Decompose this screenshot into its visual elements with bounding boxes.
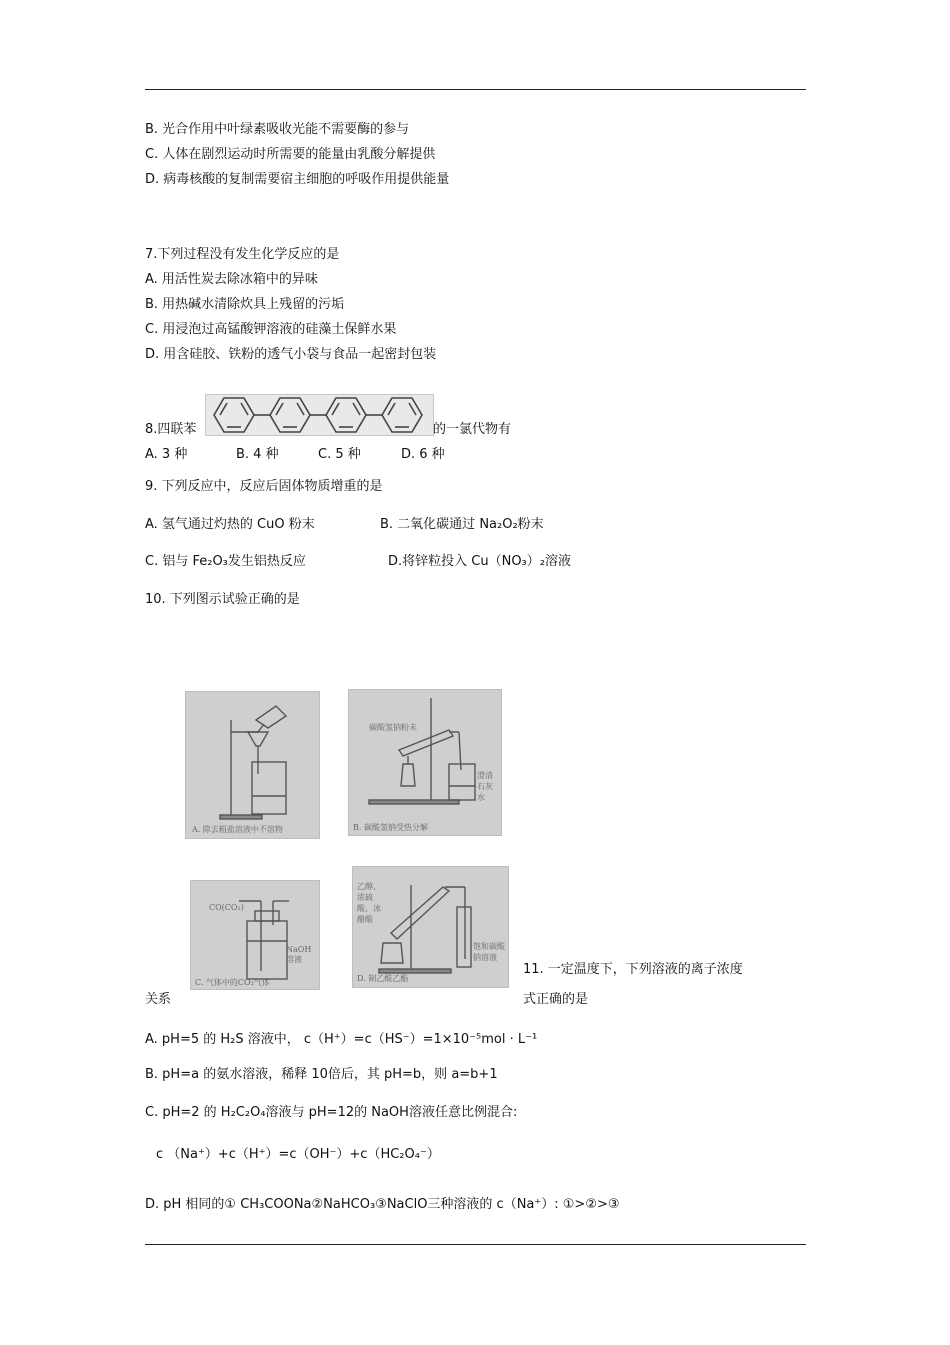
- figure-b-decomposition: [348, 689, 502, 836]
- q9-stem: 9. 下列反应中，反应后固体物质增重的是: [145, 479, 383, 494]
- q9-option-d: D.将锌粒投入 Cu（NO₃）₂溶液: [388, 554, 571, 569]
- q9-option-c: C. 铝与 Fe₂O₃发生铝热反应: [145, 554, 306, 569]
- figure-d-caption: D. 制乙酸乙酯: [357, 974, 409, 983]
- figure-a-filtration: [185, 691, 320, 839]
- q8-stem-prefix: 8.四联苯: [145, 422, 197, 437]
- q11-option-a: A. pH=5 的 H₂S 溶液中， c（H⁺）=c（HS⁻）=1×10⁻⁵mol · L⁻¹: [145, 1032, 538, 1047]
- figure-d-ester: [352, 866, 509, 988]
- q7-option-b: B. 用热碱水清除炊具上残留的污垢: [145, 297, 345, 312]
- q8-option-c: C. 5 种: [318, 447, 361, 462]
- q11-option-d: D. pH 相同的① CH₃COONa②NaHCO₃③NaClO三种溶液的 c（Na⁺）: ①>②>③: [145, 1197, 620, 1212]
- q8-stem-suffix: 的一氯代物有: [433, 422, 512, 437]
- q11-option-c: C. pH=2 的 H₂C₂O₄溶液与 pH=12的 NaOH溶液任意比例混合:: [145, 1105, 518, 1120]
- q8-option-d: D. 6 种: [401, 447, 445, 462]
- q7-option-d: D. 用含硅胶、铁粉的透气小袋与食品一起密封包装: [145, 347, 437, 362]
- q7-option-c: C. 用浸泡过高锰酸钾溶液的硅藻土保鲜水果: [145, 322, 397, 337]
- top-rule: [145, 89, 806, 90]
- figure-b-caption: B. 碳酸氢钠受热分解: [353, 823, 428, 832]
- q11-option-c-equation: c （Na⁺）+c（H⁺）=c（OH⁻）+c（HC₂O₄⁻）: [156, 1147, 440, 1162]
- q6-option-b: B. 光合作用中叶绿素吸收光能不需要酶的参与: [145, 122, 410, 137]
- figure-b-label-right: 澄清石灰水: [477, 771, 493, 802]
- figure-c-label-right: NaOH溶液: [286, 945, 312, 964]
- q9-option-b: B. 二氧化碳通过 Na₂O₂粉末: [380, 517, 544, 532]
- q11-option-b: B. pH=a 的氨水溶液，稀释 10倍后，其 pH=b，则 a=b+1: [145, 1067, 498, 1082]
- quaterphenyl-structure: [205, 394, 434, 436]
- q8-option-a: A. 3 种: [145, 447, 188, 462]
- figure-c-caption: C. 气体中的CO₂气体: [195, 978, 270, 987]
- q7-option-a: A. 用活性炭去除冰箱中的异味: [145, 272, 318, 287]
- q11-stem-prefix: 关系: [145, 992, 172, 1007]
- figure-a-caption: A. 除去粗盐溶液中不溶物: [192, 825, 283, 834]
- figure-b-label-left: 碳酸氢钠粉末: [369, 723, 417, 732]
- q10-stem: 10. 下列图示试验正确的是: [145, 592, 300, 607]
- q11-stem-part2: 式正确的是: [523, 992, 589, 1007]
- figure-d-label-right: 饱和碳酸钠溶液: [473, 942, 505, 962]
- q7-stem: 7.下列过程没有发生化学反应的是: [145, 247, 340, 262]
- q9-option-a: A. 氢气通过灼热的 CuO 粉末: [145, 517, 315, 532]
- q11-stem-part1: 11. 一定温度下，下列溶液的离子浓度: [523, 962, 743, 977]
- bottom-rule: [145, 1244, 806, 1245]
- q8-option-b: B. 4 种: [236, 447, 279, 462]
- q6-option-c: C. 人体在剧烈运动时所需要的能量由乳酸分解提供: [145, 147, 436, 162]
- figure-c-label-top: CO(CO₂): [209, 903, 244, 912]
- figure-d-label-left: 乙醇、浓硫酸、冰醋酸: [357, 882, 381, 924]
- figure-c-gas-wash: [190, 880, 320, 990]
- q6-option-d: D. 病毒核酸的复制需要宿主细胞的呼吸作用提供能量: [145, 172, 450, 187]
